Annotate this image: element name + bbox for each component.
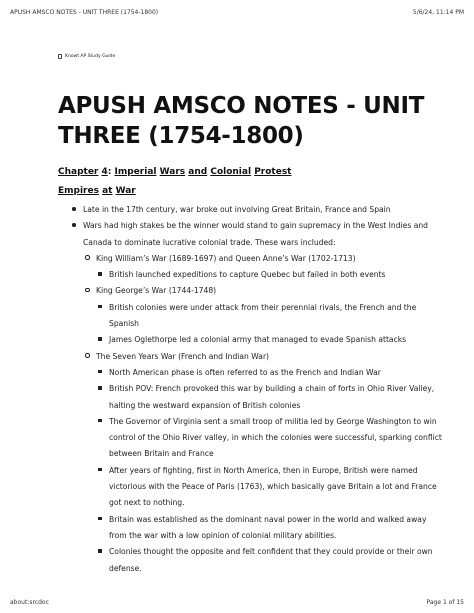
list-item-text: Colonies thought the opposite and felt confident that they could provide or their own defense.: [109, 547, 433, 573]
list-item-text: The Seven Years War (French and Indian War): [96, 351, 270, 361]
list-item-text: After years of fighting, first in North America, then in Europe, British were named victorious with the Peace of Paris (1763), which basically gave Britain a lot and France got next to nothing.: [109, 465, 437, 508]
bullet-circle-icon: [85, 288, 90, 293]
list-item-text: Late in the 17th century, war broke out involving Great Britain, France and Spain: [83, 205, 391, 214]
study-guide-label: Knowt AP Study Guide: [65, 54, 116, 59]
bullet-square-icon: [98, 419, 102, 423]
section-heading-word: Empires: [58, 186, 99, 196]
bullet-square-icon: [98, 549, 102, 553]
chapter-heading-word: Chapter: [58, 167, 99, 177]
section-heading: [58, 186, 446, 196]
list-item-text: King George’s War (1744-1748): [96, 286, 217, 296]
list-item: [83, 251, 446, 284]
document-icon: [58, 54, 62, 59]
bullet-disc-icon: [72, 207, 76, 211]
list-item-text: British launched expeditions to capture Quebec but failed in both events: [109, 270, 386, 280]
list-item: [58, 202, 446, 218]
study-guide-logo: [58, 54, 446, 59]
bullet-square-icon: [98, 305, 102, 309]
bullet-sublist: [96, 267, 446, 283]
print-header-datetime: 5/6/24, 11:14 PM: [412, 9, 464, 16]
bullet-sublist: [96, 365, 446, 577]
list-item: [96, 463, 446, 512]
page-title-line-2: THREE (1754-1800): [58, 123, 304, 149]
chapter-heading-word: Protest: [254, 167, 292, 177]
print-footer-source: about:srcdoc: [10, 599, 49, 606]
print-header: [10, 9, 464, 16]
chapter-heading-word: 4: [101, 167, 108, 177]
list-item-text: King William’s War (1689-1697) and Queen Anne’s War (1702-1713): [96, 253, 356, 263]
list-item: [58, 218, 446, 577]
list-item-text: James Oglethorpe led a colonial army that managed to evade Spanish attacks: [109, 335, 407, 345]
bullet-square-icon: [98, 370, 102, 374]
list-item: [96, 414, 446, 463]
list-item: [96, 544, 446, 577]
list-item: [96, 381, 446, 414]
chapter-heading-colon: :: [107, 167, 112, 177]
list-item: [83, 283, 446, 348]
bullet-square-icon: [98, 272, 102, 276]
bullet-square-icon: [98, 468, 102, 472]
list-item: [83, 349, 446, 577]
chapter-heading-word: Colonial: [210, 167, 252, 177]
chapter-heading-word: Wars: [159, 167, 186, 177]
bullet-disc-icon: [72, 223, 76, 227]
chapter-heading: [58, 167, 446, 177]
bullet-list: [58, 202, 446, 577]
bullet-circle-icon: [85, 353, 90, 358]
chapter-heading-word: and: [188, 167, 208, 177]
print-footer: [10, 599, 464, 606]
bullet-square-icon: [98, 517, 102, 521]
bullet-circle-icon: [85, 255, 90, 260]
list-item: [96, 512, 446, 545]
print-header-title: APUSH AMSCO NOTES - UNIT THREE (1754-1800): [10, 9, 159, 16]
list-item-text: Wars had high stakes be the winner would stand to gain supremacy in the West Indies and Canada to dominate lucrative colonial trade. These wars included:: [83, 221, 428, 247]
document-content: [58, 54, 446, 577]
page-title-line-1: APUSH AMSCO NOTES - UNIT: [58, 93, 425, 119]
list-item: [96, 267, 446, 283]
section-heading-word: at: [102, 186, 113, 196]
list-item-text: North American phase is often referred to as the French and Indian War: [109, 367, 381, 377]
bullet-square-icon: [98, 386, 102, 390]
list-item: [96, 300, 446, 333]
bullet-sublist: [96, 300, 446, 349]
list-item-text: British colonies were under attack from their perennial rivals, the French and the Spanish: [109, 302, 417, 329]
section-heading-word: War: [115, 186, 136, 196]
list-item-text: Britain was established as the dominant naval power in the world and walked away from the war with a low opinion of colonial military abilities.: [109, 514, 427, 540]
chapter-heading-word: Imperial: [114, 167, 157, 177]
list-item-text: British POV: French provoked this war by building a chain of forts in Ohio River Valley, halting the westward expansion of British colonies: [109, 384, 435, 410]
list-item-text: The Governor of Virginia sent a small troop of militia led by George Washington to win control of the Ohio River valley, in which the colonies were successful, sparking conflict between Britain and France: [109, 416, 442, 459]
list-item: [96, 332, 446, 348]
list-item: [96, 365, 446, 381]
bullet-square-icon: [98, 337, 102, 341]
print-footer-page-number: Page 1 of 15: [426, 599, 464, 606]
page-title: [58, 91, 446, 151]
bullet-sublist: [83, 251, 446, 577]
